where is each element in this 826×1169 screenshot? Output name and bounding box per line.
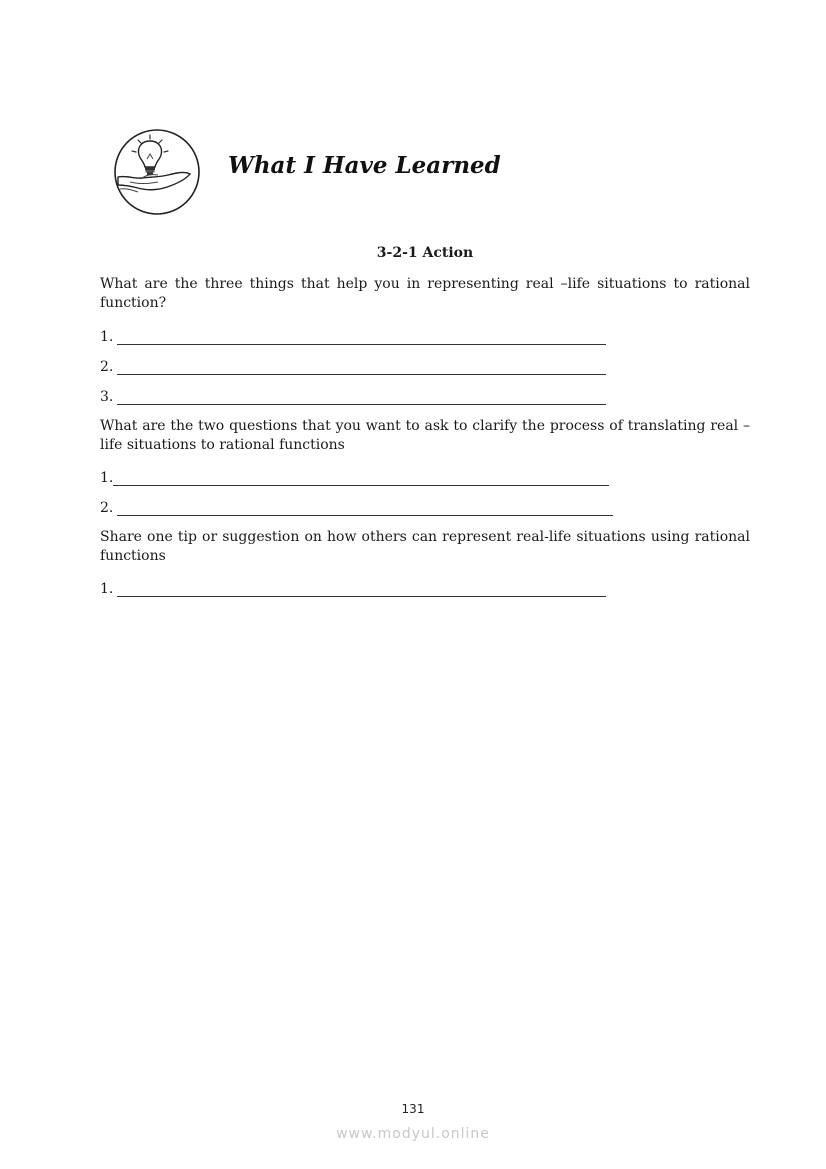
question-prompt: What are the two questions that you want to ask to clarify the process of translating real – life situations to rational functions: [100, 418, 750, 453]
question-prompt: Share one tip or suggestion on how others can represent real-life situations using rational functions: [100, 529, 750, 564]
watermark: www.modyul.online: [336, 1126, 490, 1142]
answer-blank[interactable]: [117, 360, 606, 375]
answer-number: 2.: [100, 359, 114, 375]
question-prompt: What are the three things that help you in representing real –life situations to rational function?: [100, 276, 750, 311]
answer-line[interactable]: [100, 497, 613, 516]
answer-line[interactable]: [100, 467, 609, 486]
answer-line[interactable]: [100, 326, 606, 345]
page-number: 131: [401, 1102, 425, 1116]
answer-number: 2.: [100, 500, 114, 516]
answer-number: 1.: [100, 470, 114, 486]
answer-line[interactable]: [100, 578, 606, 597]
answer-blank[interactable]: [117, 582, 606, 597]
section-title: 3-2-1 Action: [376, 245, 474, 261]
lightbulb-in-hand-icon: [112, 127, 202, 217]
page-title: What I Have Learned: [228, 152, 501, 179]
answer-blank[interactable]: [117, 330, 606, 345]
answer-number: 3.: [100, 389, 114, 405]
answer-blank[interactable]: [117, 501, 613, 516]
answer-blank[interactable]: [113, 471, 609, 486]
answer-line[interactable]: [100, 356, 606, 375]
answer-number: 1.: [100, 329, 114, 345]
answer-line[interactable]: [100, 386, 606, 405]
answer-blank[interactable]: [117, 390, 606, 405]
answer-number: 1.: [100, 581, 114, 597]
